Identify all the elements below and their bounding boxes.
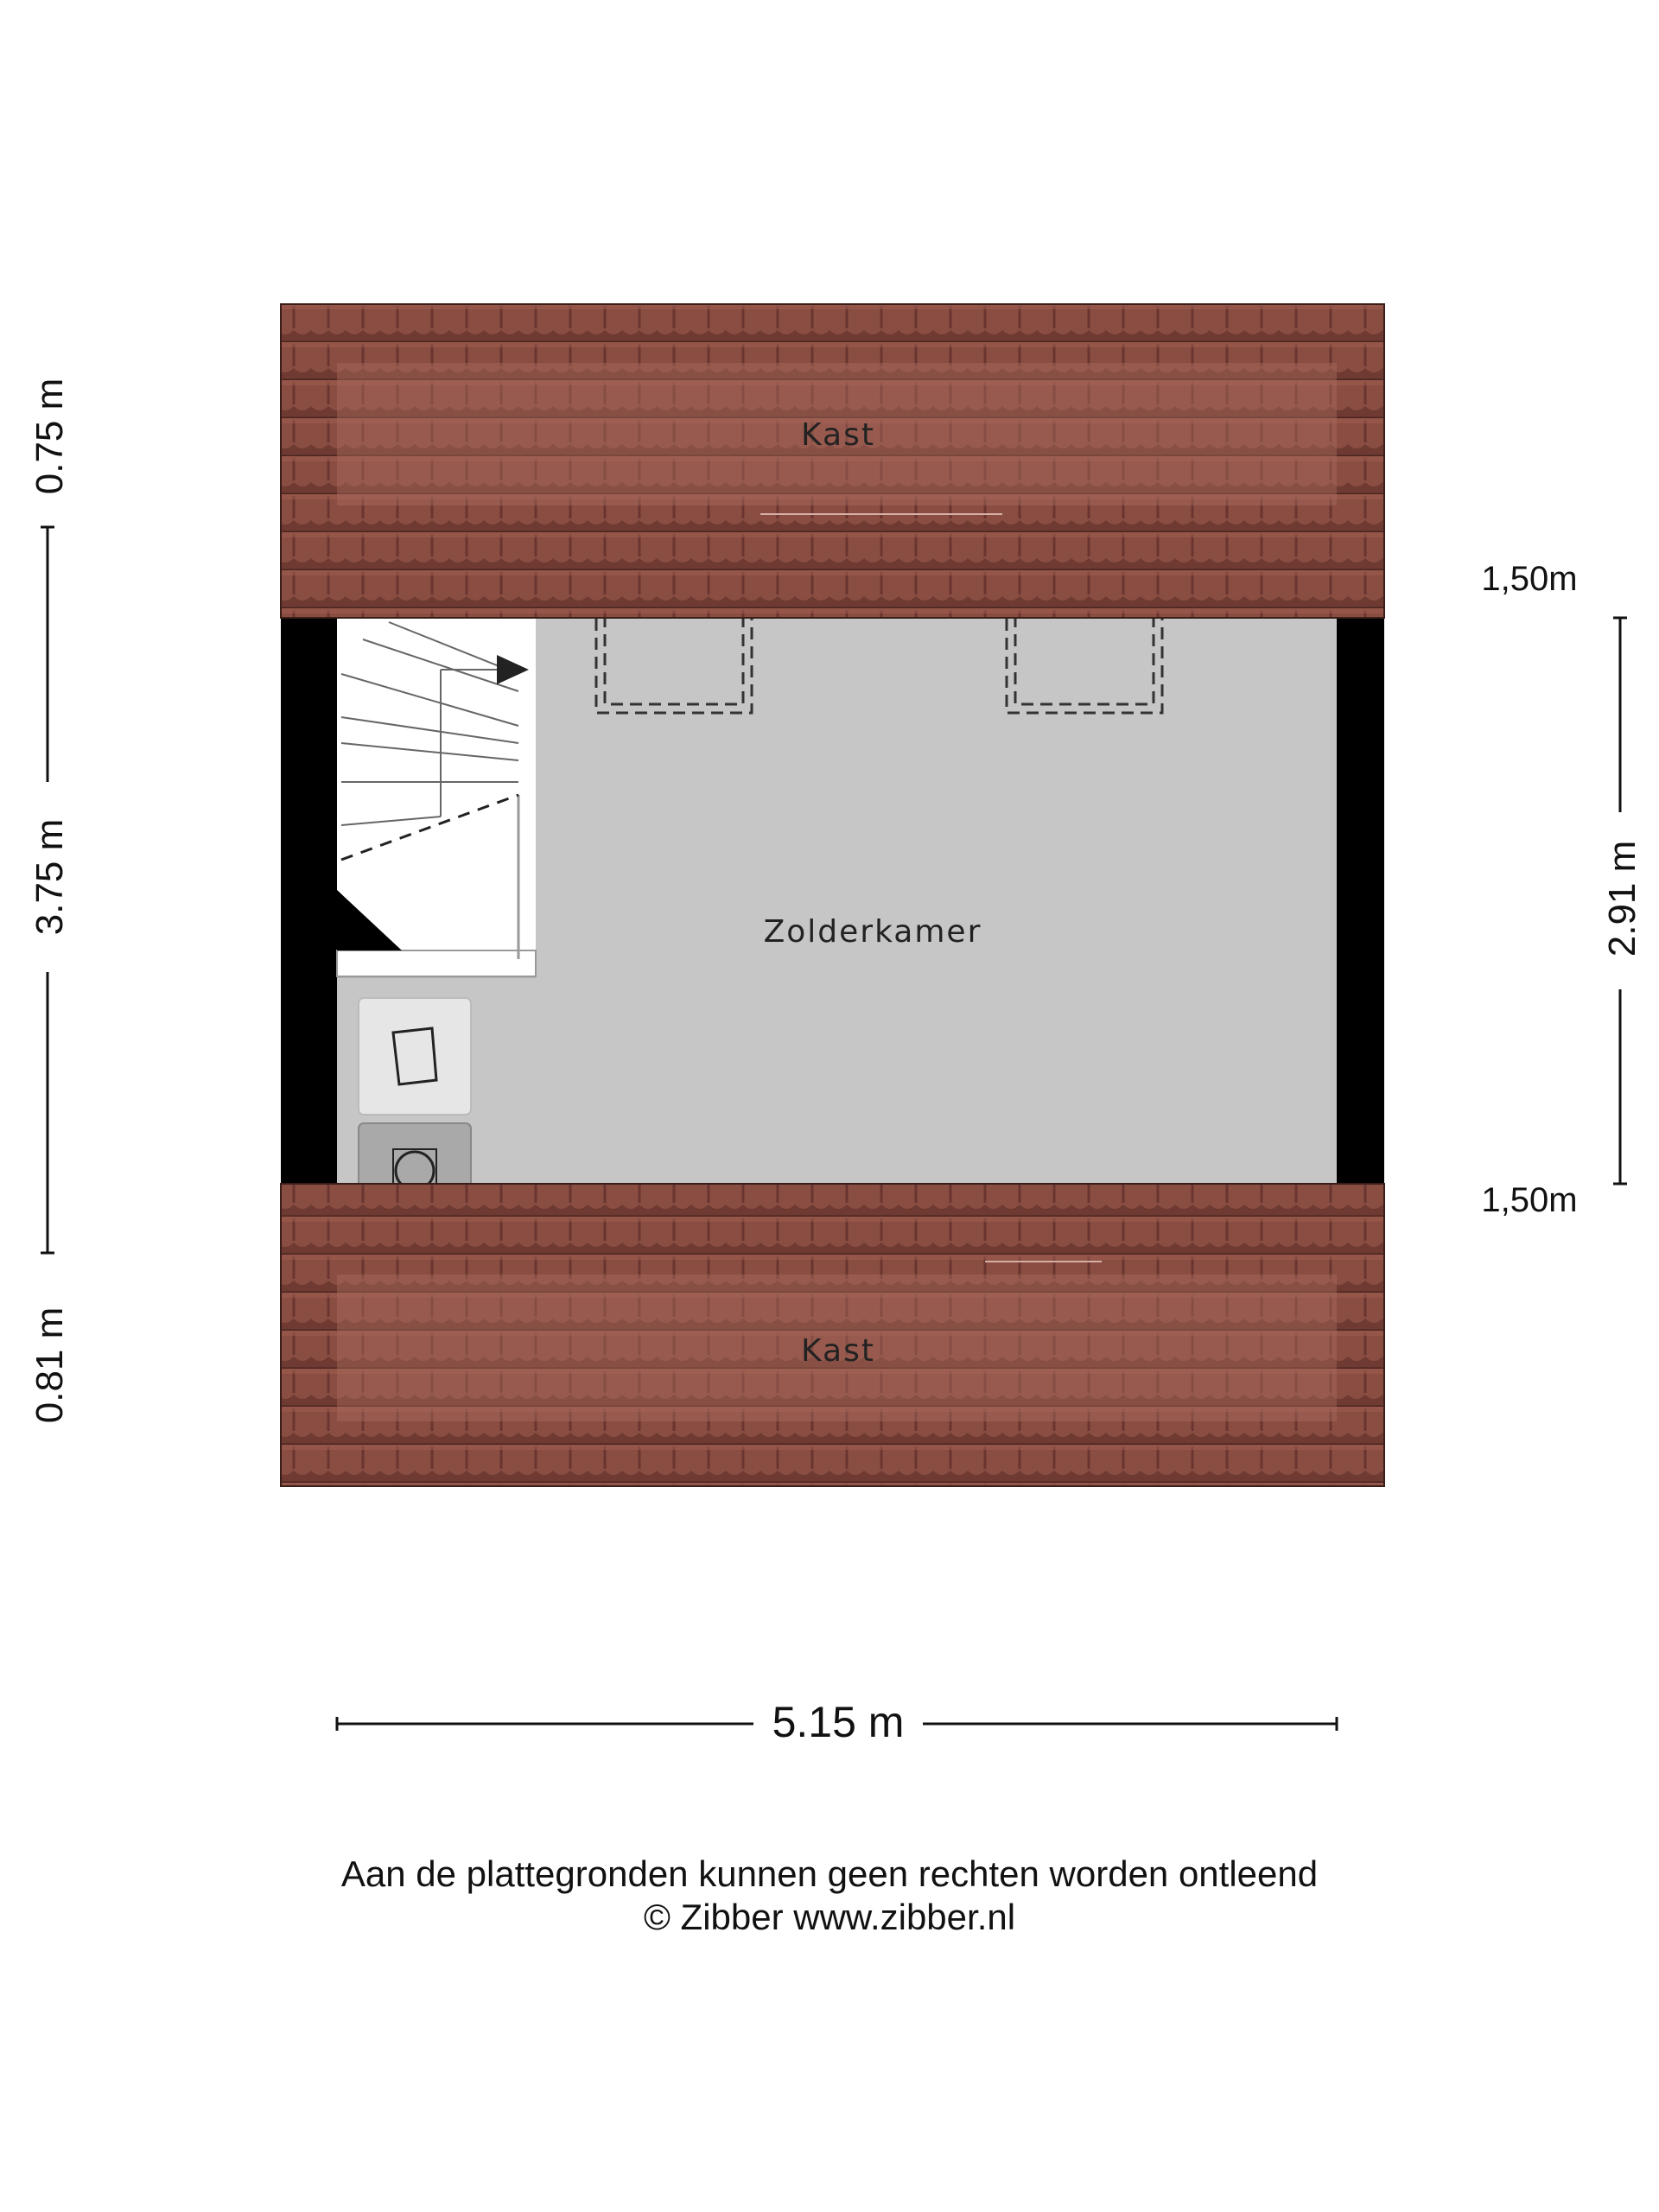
dim-left-middle: 3.75 m bbox=[29, 818, 71, 936]
dim-right-top-height: 1,50m bbox=[1481, 560, 1578, 598]
room-label-top-kast: Kast bbox=[801, 417, 875, 453]
dryer-icon bbox=[359, 998, 471, 1115]
dim-bottom-width: 5.15 m bbox=[772, 1698, 905, 1746]
dim-right-bottom-height: 1,50m bbox=[1481, 1181, 1578, 1219]
footer-copyright: © Zibber www.zibber.nl bbox=[643, 1897, 1016, 1937]
dim-left-bottom: 0.81 m bbox=[29, 1306, 71, 1424]
staircase-icon bbox=[337, 618, 536, 976]
washing-machine-icon bbox=[359, 1123, 471, 1192]
room-label-bottom-kast: Kast bbox=[801, 1333, 875, 1369]
footer-disclaimer: Aan de plattegronden kunnen geen rechten worden ontleend bbox=[340, 1853, 1319, 1894]
room-label-zolderkamer: Zolderkamer bbox=[763, 914, 982, 950]
dim-left-top: 0.75 m bbox=[29, 378, 71, 495]
roof-top bbox=[281, 304, 1384, 618]
dim-right-middle: 2.91 m bbox=[1601, 840, 1643, 957]
